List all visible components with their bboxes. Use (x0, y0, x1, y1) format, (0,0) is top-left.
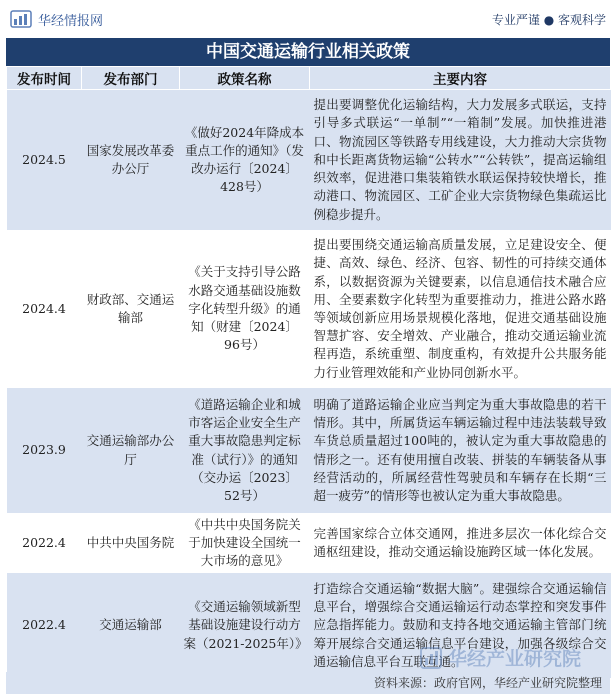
cell-dept: 中共中央国务院 (82, 514, 180, 573)
cell-date: 2022.4 (7, 573, 82, 679)
top-bar (0, 0, 616, 38)
cell-policy: 《做好2024年降成本重点工作的通知》（发改办运行〔2024〕428号） (180, 90, 310, 231)
table-row (7, 90, 611, 231)
cell-policy: 《关于支持引导公路水路交通基础设施数字化转型升级》的通知（财建〔2024〕96号） (180, 231, 310, 388)
page-title: 中国交通运输行业相关政策 (6, 38, 610, 66)
cell-content: 明确了道路运输企业应当判定为重大事故隐患的若干情形。其中，所属货运车辆运输过程中违法装载导致车货总质量超过100吨的，被认定为重大事故隐患的情形之一。还有使用擅自改装、拼装的车辆装备从事经营活动的，所属经营性驾驶员和车辆存在长期“三超一疲劳”的情形等也被认定为重大事故隐患。 (310, 388, 611, 514)
cell-content: 完善国家综合立体交通网，推进多层次一体化综合交通枢纽建设，推动交通运输设施跨区域一体化发展。 (310, 514, 611, 573)
brand-logo-icon (10, 10, 32, 28)
source-footer: 资料来源：政府官网，华经产业研究院整理 (6, 672, 610, 694)
brand-name: 华经情报网 (38, 13, 104, 29)
table-row (7, 514, 611, 573)
cell-policy: 《中共中央国务院关于加快建设全国统一大市场的意见》 (180, 514, 310, 573)
cell-content: 提出要围绕交通运输高质量发展，立足建设安全、便捷、高效、绿色、经济、包容、韧性的可持续交通体系，以数据资源为关键要素，以信息通信技术融合应用、全要素数字化转型为重要推动力，推进公路水路等领域创新应用场景规模化落地，促进交通基础设施智慧扩容、安全增效、产业融合，推动交通运输业流程再造，系统重塑、制度重构，有效提升公共服务能力行业管理效能和产业协同创新水平。 (310, 231, 611, 388)
table-row (7, 388, 611, 514)
column-header-date: 发布时间 (7, 67, 82, 90)
cell-content: 打造综合交通运输“数据大脑”。建强综合交通运输信息平台，增强综合交通运输运行动态掌控和突发事件应急指挥能力。鼓励和支持各地交通运输主管部门统筹开展综合交通运输信息平台建设，加强各级综合交通运输信息平台互联互通。 (310, 573, 611, 679)
column-header-policy: 政策名称 (180, 67, 310, 90)
slogan: 专业严谨 ● 客观科学 (491, 12, 606, 27)
cell-date: 2024.4 (7, 231, 82, 388)
watermark-text: 华经产业研究院 (448, 648, 582, 670)
cell-date: 2023.9 (7, 388, 82, 514)
cell-content: 提出要调整优化运输结构，大力发展多式联运，支持引导多式联运“一单制”“一箱制”发展。加快推进港口、物流园区等铁路专用线建设，大力推动大宗货物和中长距离货物运输“公转水”“公转铁”，提高运输组织效率，促进港口集装箱铁水联运保持较快增长，推动港口、物流园区、工矿企业大宗货物绿色集疏运比例稳步提升。 (310, 90, 611, 231)
cell-policy: 《道路运输企业和城市客运企业安全生产重大事故隐患判定标准（试行）》的通知（交办运〔2023〕52号） (180, 388, 310, 514)
table-header-row (7, 67, 611, 90)
brand[interactable] (10, 10, 103, 29)
cell-dept: 交通运输部办公厅 (82, 388, 180, 514)
cell-dept: 国家发展改革委办公厅 (82, 90, 180, 231)
policy-table (6, 66, 611, 679)
cell-dept: 财政部、交通运输部 (82, 231, 180, 388)
table-row (7, 231, 611, 388)
cell-dept: 交通运输部 (82, 573, 180, 679)
column-header-content: 主要内容 (310, 67, 611, 90)
cell-date: 2024.5 (7, 90, 82, 231)
cell-policy: 《交通运输领域新型基础设施建设行动方案（2021-2025年）》 (180, 573, 310, 679)
table-row (7, 573, 611, 679)
cell-date: 2022.4 (7, 514, 82, 573)
column-header-dept: 发布部门 (82, 67, 180, 90)
